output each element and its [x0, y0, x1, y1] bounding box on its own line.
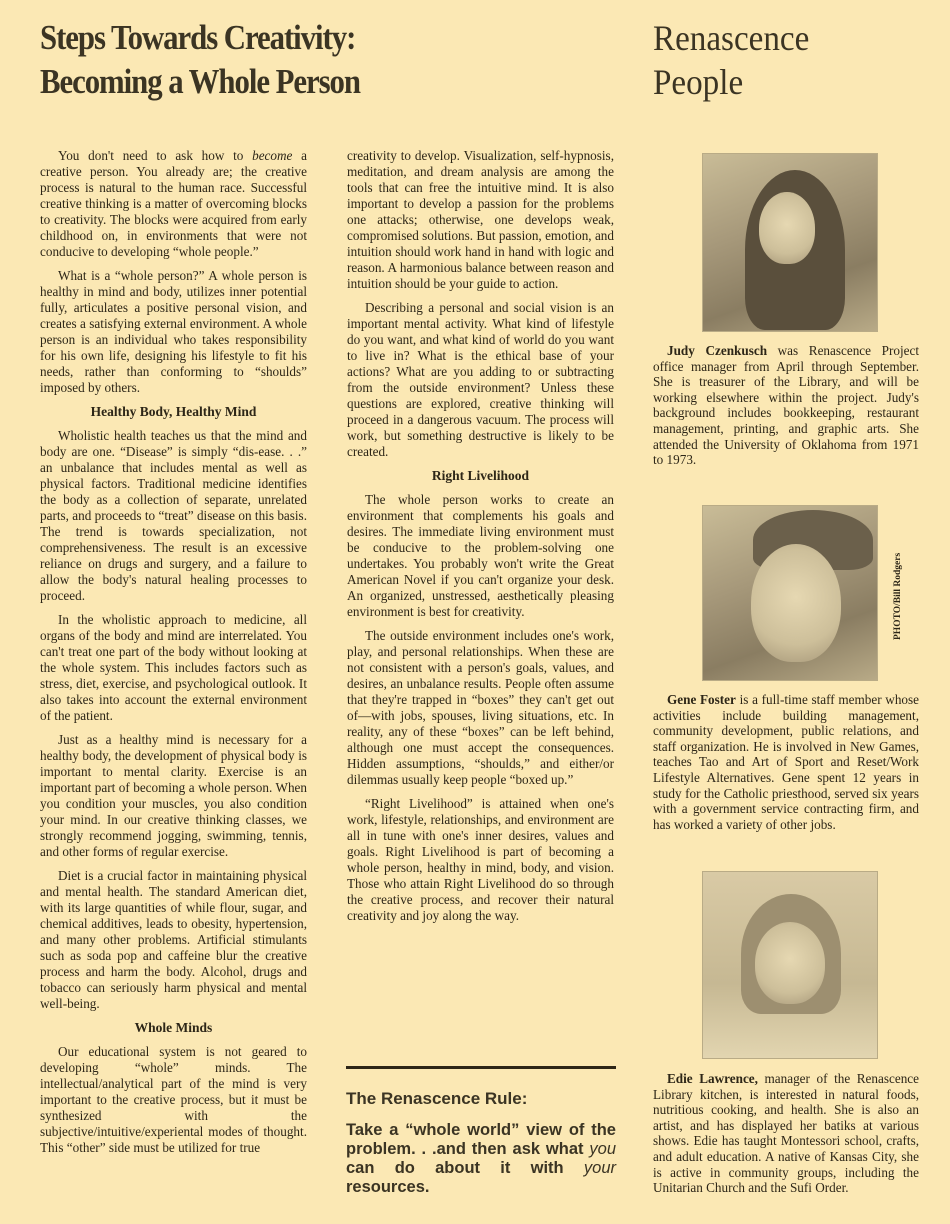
paragraph: In the wholistic approach to medicine, all organs of the body and mind are interrelated. You can't treat one part of the body without looking at the whole system. This includes factors such as stress, diet, exercise, and psychological outlook. It also takes into account the external environment of the patient. [40, 612, 307, 723]
section-heading: Whole Minds [134, 1020, 213, 1035]
text: You don't need to ask how to [58, 148, 253, 163]
bio-text: was Renascence Project office manager from April through September. She is treasurer of the Library, and will be working elsewhere within the project. Judy's background includes bookkeeping, restaurant management, printing, and graphic arts. She attended the University of Oklahoma from 1971 to 1973. [653, 343, 919, 468]
renascence-rule-box [346, 1066, 616, 1197]
portrait-photo-judy [702, 153, 878, 332]
article-title-line2: Becoming a Whole Person [40, 62, 360, 101]
rule-text [346, 1121, 616, 1197]
bio-judy [653, 343, 919, 468]
article-title-line1: Steps Towards Creativity: [40, 18, 356, 57]
portrait-photo-edie [702, 871, 878, 1059]
text: a creative person. You already are; the creative process is natural to the human race. Successful creative thinking is a matter of overcoming blocks to creativity. The blocks were acquired from early childhood on, in environments that were not conducive to developing “whole people.” [40, 148, 307, 259]
portrait-photo-gene [702, 505, 878, 681]
person-name: Judy Czenkusch [667, 343, 768, 358]
person-name: Gene Foster [667, 692, 736, 707]
bio-gene [653, 692, 919, 832]
bio-edie [653, 1071, 919, 1196]
photo-credit: PHOTO/Bill Rodgers [893, 552, 903, 640]
emphasis: you [589, 1140, 616, 1158]
paragraph: “Right Livelihood” is attained when one's work, lifestyle, relationships, and environment are all in tune with one's inner desires, values and goals. Right Livelihood is part of becoming a whole person, healthy in mind, body, and vision. Those who attain Right Livelihood do so through the creative process, and recover their natural creativity and joy along the way. [347, 796, 614, 923]
paragraph: Just as a healthy mind is necessary for a healthy body, the development of physical body is important to mental clarity. Exercise is an important part of becoming a whole person. When you condition your muscles, you also condition your mind. In our creative thinking classes, we strongly recommend jogging, swimming, tennis, and other forms of regular exercise. [40, 732, 307, 859]
emphasis: your [583, 1159, 616, 1177]
paragraph: Describing a personal and social vision is an important mental activity. What kind of lifestyle do you want, and what kind of world do you want to live in? What is the ethical base of your actions? What are you adding to or subtracting from the outside environment? Unless these questions are explored, creative thinking will proceed in a dangerous vacuum. The process will work, but something destructive is likely to be created. [347, 300, 614, 459]
paragraph [40, 148, 307, 260]
paragraph: The outside environment includes one's work, play, and personal relationships. When these are not consistent with a person's goals, values, and desires, an unbalance results. People often assume that they're trapped in “boxes” they can't get out of—with jobs, spouses, living situations, etc. In reality, any of these “boxes” can be left behind, although one must accept the consequences. Hidden assumptions, “shoulds,” and either/or dilemmas usually keep people “boxed up.” [347, 628, 614, 787]
bio-text: is a full-time staff member whose activities include building management, community development, public relations, and staff organization. He is involved in New Games, teaches Tao and Art of Sport and Reset/Work Lifestyle Alternatives. Gene spent 12 years in study for the Catholic priesthood, served six years with a government service contracting firm, and has worked a variety of other jobs. [653, 692, 919, 832]
paragraph: Diet is a crucial factor in maintaining physical and mental health. The standard American diet, with its large quantities of while flour, sugar, and chemical additives, leads to obesity, hypertension, and many other problems. Artificial stimulants such as soda pop and caffeine blur the creative process and harm the body. Alcohol, drugs and tobacco can seriously harm physical and mental well-being. [40, 868, 307, 1011]
sidebar-title-line1: Renascence [653, 18, 810, 58]
paragraph: What is a “whole person?” A whole person is healthy in mind and body, utilizes inner potential fully, articulates a positive personal vision, and creates a satisfying external environment. A whole person is an individual who takes responsibility for his own life, designing his lifestyle to fit his needs, rather than conforming to “shoulds” imposed by others. [40, 268, 307, 395]
paragraph: Wholistic health teaches us that the mind and body are one. “Disease” is simply “dis-ease. . .” an unbalance that includes mental as well as physical factors. Traditional medicine identifies the body as a collection of separate, unrelated parts, and proceeds to “treat” disease on this basis. The trend is towards specialization, not comprehensiveness. The result is an excessive reliance on drugs and surgery, and a failure to allow the body's natural healing processes to proceed. [40, 428, 307, 603]
section-heading: Right Livelihood [431, 468, 530, 483]
paragraph: Our educational system is not geared to developing “whole” minds. The intellectual/analytical part of the mind is very important to the creative process, but it must be synthesized with the subjective/intuitive/experiental modes of thought. This “other” side must be utilized for true [40, 1044, 307, 1155]
text: can do about it with [346, 1159, 584, 1177]
article-column-2 [347, 148, 614, 932]
sidebar-title-line2: People [653, 62, 744, 102]
article-column-1 [40, 148, 307, 1164]
text: resources. [346, 1178, 430, 1196]
text: Take a “whole world” view of the problem. . .and then ask what [346, 1121, 616, 1158]
paragraph: creativity to develop. Visualization, self-hypnosis, meditation, and dream analysis are among the tools that can free the intuitive mind. It is also important to develop a passion for the problems one attacks; otherwise, one develops weak, compromised solutions. But passion, emotion, and intuition should work hand in hand with logic and reason. A harmonious balance between reason and intuition should be your guide to action. [347, 148, 614, 291]
rule-title: The Renascence Rule: [346, 1089, 528, 1108]
emphasis: become [252, 148, 293, 163]
article-title [40, 16, 360, 104]
person-name: Edie Lawrence, [667, 1071, 758, 1086]
bio-text: manager of the Renascence Library kitchen, is interested in natural foods, nutritious cooking, and health. She is also an artist, and has displayed her batiks at various shows. Edie has taught Montessori school, crafts, and adult education. A native of Kansas City, she is active in community groups, including the Unitarian Church and the Sufi Order. [653, 1071, 919, 1196]
paragraph: The whole person works to create an environment that complements his goals and desires. The immediate living environment must be conducive to the problem-solving one undertakes. You probably won't write the Great American Novel if you can't organize your desk. An organized, unstressed, aesthetically pleasing environment is best for creativity. [347, 492, 614, 619]
sidebar-title [653, 16, 809, 104]
section-heading: Healthy Body, Healthy Mind [90, 404, 257, 419]
